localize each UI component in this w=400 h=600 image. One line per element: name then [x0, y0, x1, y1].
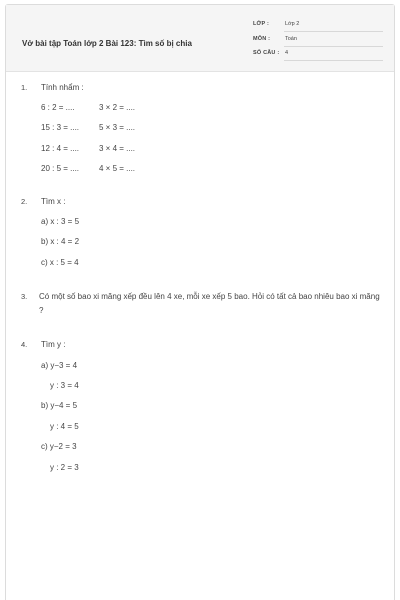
class-field — [253, 20, 383, 32]
exercise-item: 6 : 2 = .... — [41, 103, 75, 112]
exercise-item: 5 × 3 = .... — [99, 123, 136, 132]
subject-label: MÔN : — [253, 36, 271, 42]
worksheet-title: Vở bài tập Toán lớp 2 Bài 123: Tìm số bị chia — [22, 39, 192, 48]
exercise-item: 20 : 5 = .... — [41, 164, 80, 173]
exercise-item: 12 : 4 = .... — [41, 144, 80, 153]
exercise-item: y : 4 = 5 — [50, 422, 79, 431]
class-label: LỚP : — [253, 21, 269, 27]
question-count-label: SỐ CÂU : — [253, 50, 280, 56]
question-number: 4. — [21, 340, 28, 349]
worksheet — [5, 4, 395, 600]
exercise-item: 15 : 3 = .... — [41, 123, 80, 132]
class-value: Lớp 2 — [284, 20, 383, 32]
question-count-field — [253, 49, 383, 61]
question-text: Tính nhẩm : — [41, 83, 84, 92]
exercise-item: c) x : 5 = 4 — [41, 258, 79, 267]
worksheet-header — [6, 5, 394, 72]
exercise-item: a) y−3 = 4 — [41, 361, 78, 370]
subject-value: Toán — [284, 35, 383, 47]
question-count-value: 4 — [284, 49, 383, 61]
question-number: 1. — [21, 83, 28, 92]
exercise-item: b) y−4 = 5 — [41, 401, 78, 410]
exercise-item: y : 2 = 3 — [50, 463, 79, 472]
exercise-item: y : 3 = 4 — [50, 381, 79, 390]
subject-field — [253, 35, 383, 47]
exercise-item: c) y−2 = 3 — [41, 442, 77, 451]
question-text: Có một số bao xi măng xếp đều lên 4 xe, mỗi xe xếp 5 bao. Hỏi có tất cả bao nhiêu bao xi măng ? — [39, 292, 380, 315]
exercise-item: a) x : 3 = 5 — [41, 217, 80, 226]
exercise-item: b) x : 4 = 2 — [41, 237, 80, 246]
question-text: Tìm y : — [41, 340, 66, 349]
question-text: Tìm x : — [41, 197, 66, 206]
question-number: 3. — [21, 292, 28, 301]
exercise-item: 4 × 5 = .... — [99, 164, 136, 173]
question-number: 2. — [21, 197, 28, 206]
exercise-item: 3 × 2 = .... — [99, 103, 136, 112]
exercise-item: 3 × 4 = .... — [99, 144, 136, 153]
